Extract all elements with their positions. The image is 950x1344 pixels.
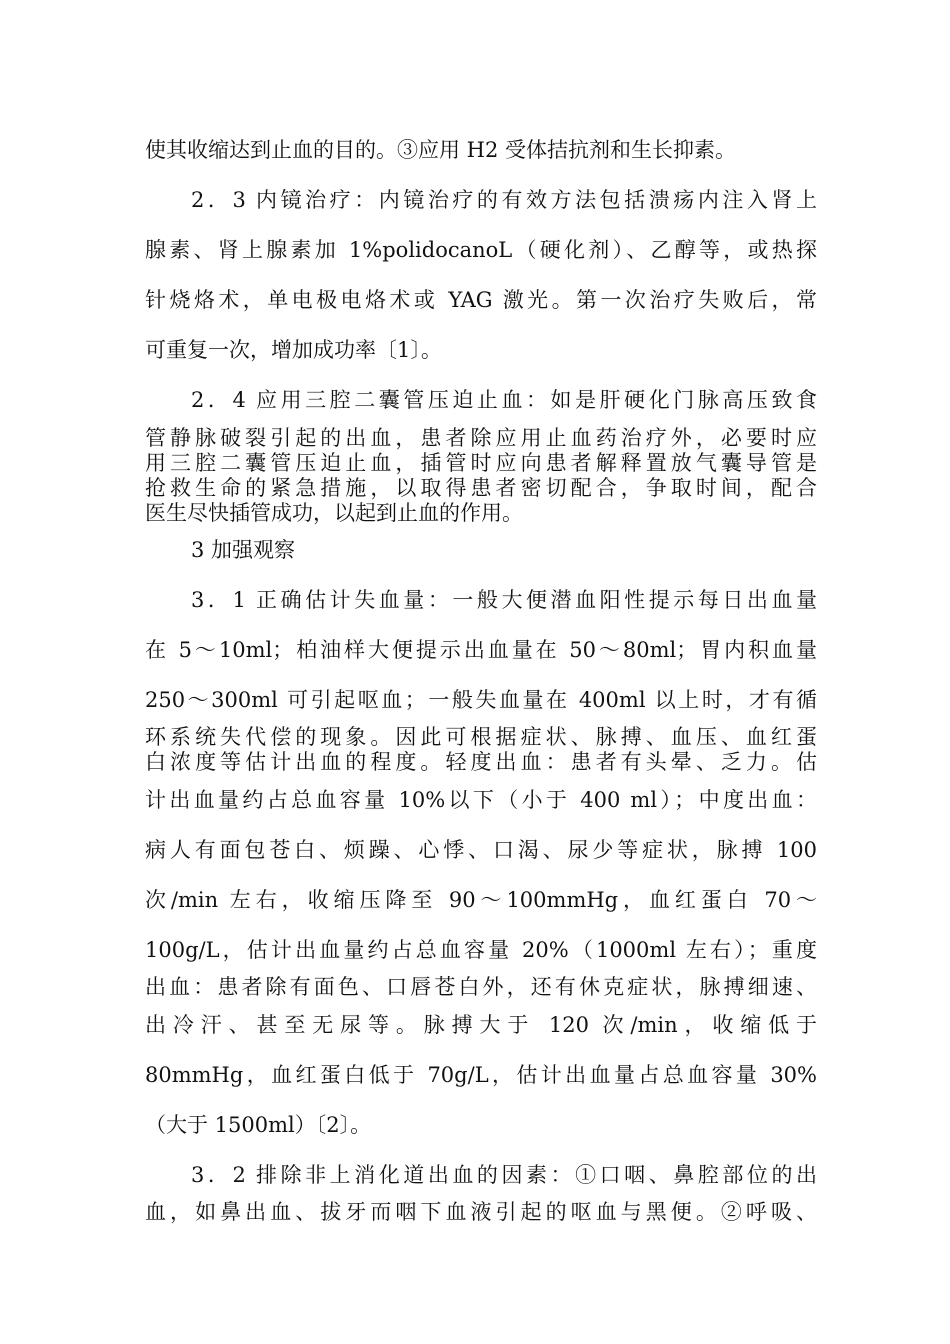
text-line: （大于 1500ml）〔2〕。 [145, 1113, 372, 1137]
text-line: 可重复一次，增加成功率〔1〕。 [145, 338, 442, 362]
text-line: 80mmHg，血红蛋白低于 70g/L，估计出血量占总血容量 30% [145, 1063, 817, 1087]
text-line: 环系统失代偿的现象。因此可根据症状、脉搏、血压、血红蛋 [145, 725, 817, 749]
text-line: 使其收缩达到止血的目的。③应用 H2 受体拮抗剂和生长抑素。 [145, 138, 737, 162]
text-line: 出血：患者除有面色、口唇苍白外，还有休克症状，脉搏细速、 [145, 975, 817, 999]
text-line: 出冷汗、甚至无尿等。脉搏大于 120 次/min，收缩低于 [145, 1013, 817, 1037]
text-line: 次/min 左右，收缩压降至 90～100mmHg，血红蛋白 70～ [145, 888, 817, 912]
text-line: 计出血量约占总血容量 10%以下（小于 400 ml）；中度出血： [145, 788, 817, 812]
text-line: 管静脉破裂引起的出血，患者除应用止血药治疗外，必要时应 [145, 426, 817, 450]
text-line: 针烧烙术，单电极电烙术或 YAG 激光。第一次治疗失败后，常 [145, 288, 817, 312]
section-heading: 3 加强观察 [191, 538, 296, 562]
text-line: 血，如鼻出血、拔牙而咽下血液引起的呕血与黑便。②呼吸、 [145, 1200, 817, 1224]
text-line: 白浓度等估计出血的程度。轻度出血：患者有头晕、乏力。估 [145, 750, 817, 774]
text-line: 医生尽快插管成功，以起到止血的作用。 [145, 501, 523, 525]
text-line: 抢救生命的紧急措施，以取得患者密切配合，争取时间，配合 [145, 476, 817, 500]
text-line: 3．1 正确估计失血量：一般大便潜血阳性提示每日出血量 [191, 588, 817, 612]
text-line: 2．3 内镜治疗：内镜治疗的有效方法包括溃疡内注入肾上 [191, 188, 817, 212]
text-line: 250～300ml 可引起呕血；一般失血量在 400ml 以上时，才有循 [145, 688, 817, 712]
text-line: 100g/L，估计出血量约占总血容量 20%（1000ml 左右）；重度 [145, 938, 817, 962]
text-line: 在 5～10ml；柏油样大便提示出血量在 50～80ml；胃内积血量 [145, 638, 817, 662]
text-line: 病人有面包苍白、烦躁、心悸、口渴、尿少等症状，脉搏 100 [145, 838, 817, 862]
text-line: 用三腔二囊管压迫止血，插管时应向患者解释置放气囊导管是 [145, 451, 817, 475]
text-line: 3．2 排除非上消化道出血的因素：①口咽、鼻腔部位的出 [191, 1163, 817, 1187]
text-line: 2．4 应用三腔二囊管压迫止血：如是肝硬化门脉高压致食 [191, 388, 817, 412]
text-line: 腺素、肾上腺素加 1%polidocanoL（硬化剂）、乙醇等，或热探 [145, 238, 817, 262]
